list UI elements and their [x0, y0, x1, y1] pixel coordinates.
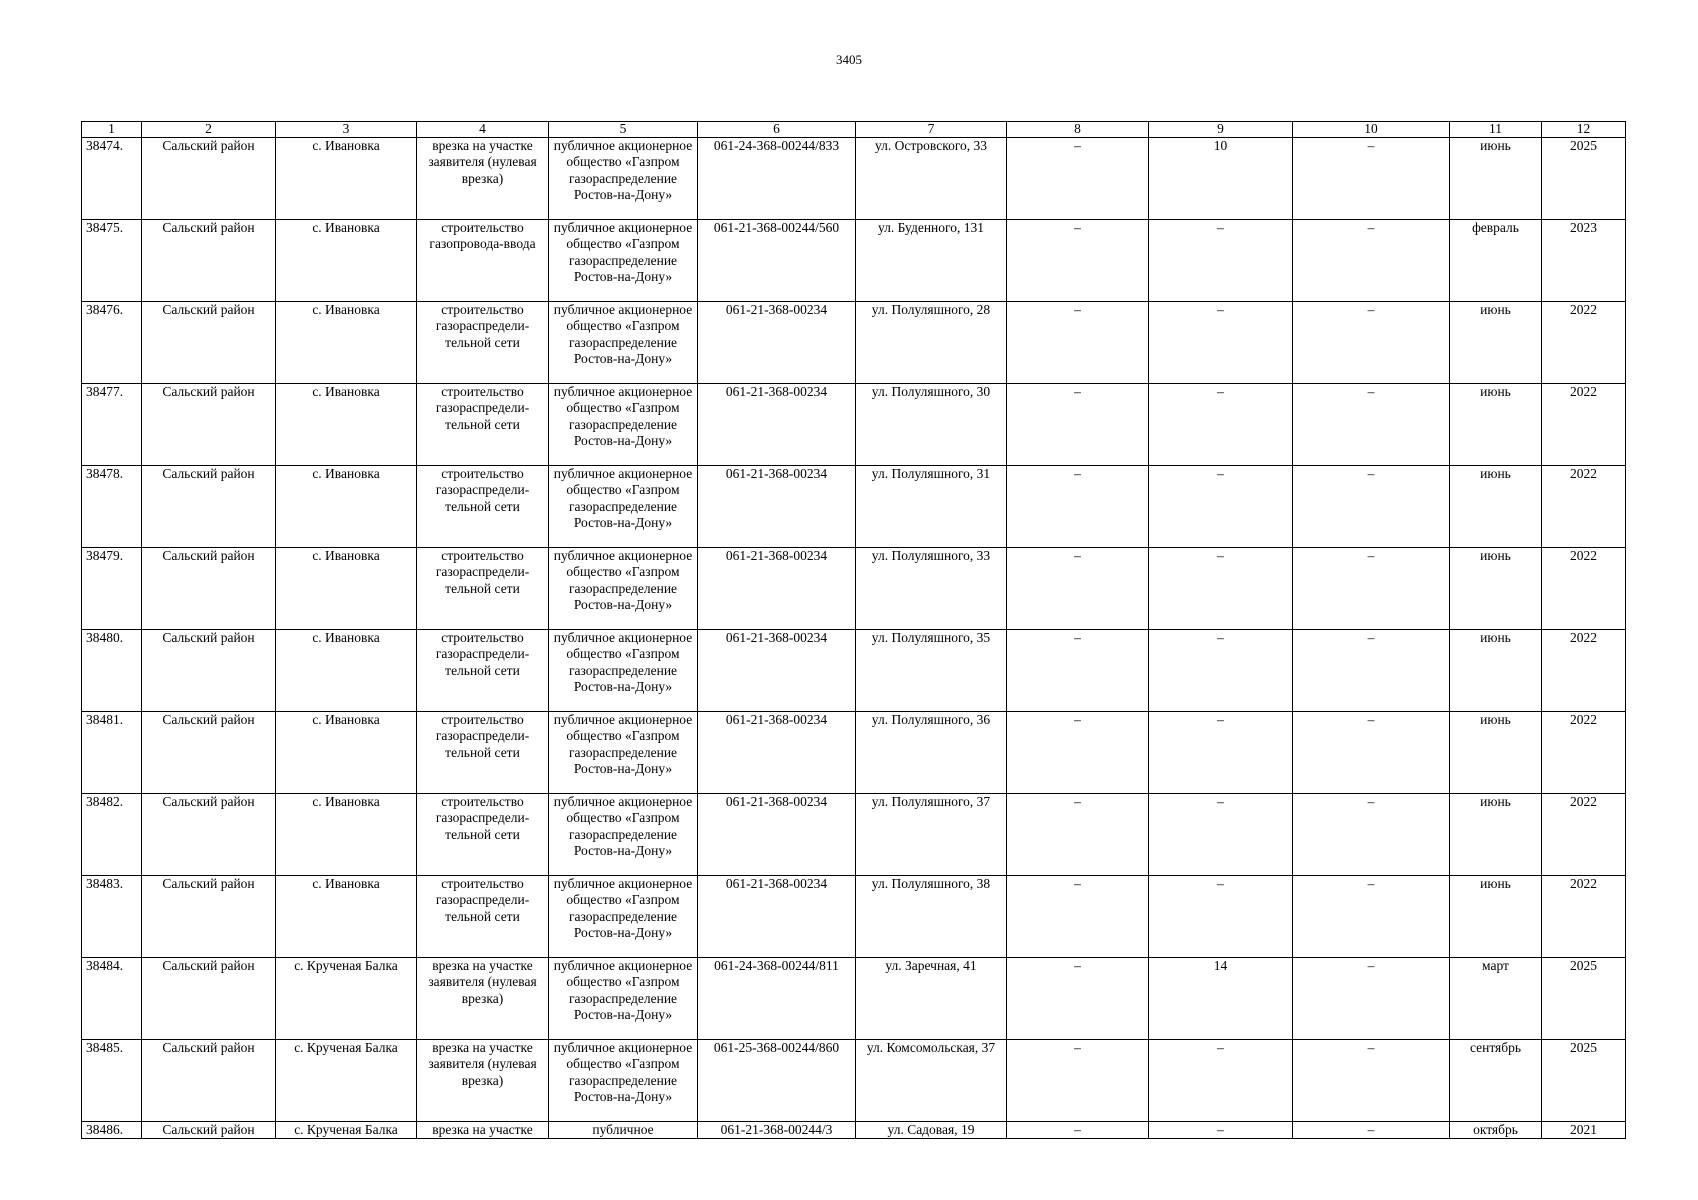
month-cell: июнь — [1450, 548, 1542, 630]
column-10-cell: – — [1293, 1122, 1450, 1139]
registry-code-cell: 061-21-368-00234 — [698, 466, 856, 548]
work-type-cell: строительство газораспредели-тельной сети — [417, 712, 549, 794]
year-cell: 2022 — [1542, 712, 1626, 794]
settlement-cell: с. Ивановка — [276, 138, 417, 220]
settlement-cell: с. Крученая Балка — [276, 1122, 417, 1139]
column-8-cell: – — [1007, 794, 1149, 876]
column-9-cell: – — [1149, 548, 1293, 630]
settlement-cell: с. Ивановка — [276, 384, 417, 466]
address-cell: ул. Полуляшного, 35 — [856, 630, 1007, 712]
settlement-cell: с. Ивановка — [276, 302, 417, 384]
organization-cell: публичное акционерное общество «Газпром газораспределение Ростов-на-Дону» — [549, 302, 698, 384]
column-9-cell: – — [1149, 1040, 1293, 1122]
address-cell: ул. Полуляшного, 37 — [856, 794, 1007, 876]
row-number-cell: 38485. — [82, 1040, 142, 1122]
table-row — [82, 630, 1626, 712]
column-number-cell: 6 — [698, 122, 856, 138]
registry-code-cell: 061-21-368-00244/560 — [698, 220, 856, 302]
row-number-cell: 38475. — [82, 220, 142, 302]
address-cell: ул. Островского, 33 — [856, 138, 1007, 220]
row-number-cell: 38480. — [82, 630, 142, 712]
column-8-cell: – — [1007, 958, 1149, 1040]
month-cell: июнь — [1450, 302, 1542, 384]
month-cell: июнь — [1450, 466, 1542, 548]
organization-cell: публичное акционерное общество «Газпром газораспределение Ростов-на-Дону» — [549, 384, 698, 466]
column-10-cell: – — [1293, 302, 1450, 384]
table-row — [82, 958, 1626, 1040]
district-cell: Сальский район — [142, 302, 276, 384]
column-8-cell: – — [1007, 630, 1149, 712]
row-number-cell: 38483. — [82, 876, 142, 958]
district-cell: Сальский район — [142, 958, 276, 1040]
column-9-cell: – — [1149, 794, 1293, 876]
column-10-cell: – — [1293, 958, 1450, 1040]
work-type-cell: строительство газораспредели-тельной сети — [417, 302, 549, 384]
work-type-cell: строительство газораспредели-тельной сети — [417, 384, 549, 466]
column-9-cell: – — [1149, 630, 1293, 712]
column-10-cell: – — [1293, 794, 1450, 876]
organization-cell: публичное акционерное общество «Газпром газораспределение Ростов-на-Дону» — [549, 220, 698, 302]
organization-cell: публичное акционерное общество «Газпром газораспределение Ростов-на-Дону» — [549, 876, 698, 958]
district-cell: Сальский район — [142, 1122, 276, 1139]
address-cell: ул. Полуляшного, 36 — [856, 712, 1007, 794]
column-10-cell: – — [1293, 384, 1450, 466]
address-cell: ул. Заречная, 41 — [856, 958, 1007, 1040]
column-9-cell: – — [1149, 466, 1293, 548]
column-number-cell: 3 — [276, 122, 417, 138]
column-8-cell: – — [1007, 1122, 1149, 1139]
column-8-cell: – — [1007, 548, 1149, 630]
column-9-cell: – — [1149, 712, 1293, 794]
month-cell: сентябрь — [1450, 1040, 1542, 1122]
work-type-cell: строительство газораспредели-тельной сети — [417, 630, 549, 712]
column-number-cell: 2 — [142, 122, 276, 138]
column-number-cell: 5 — [549, 122, 698, 138]
year-cell: 2025 — [1542, 1040, 1626, 1122]
month-cell: июнь — [1450, 384, 1542, 466]
column-8-cell: – — [1007, 1040, 1149, 1122]
organization-cell: публичное акционерное общество «Газпром газораспределение Ростов-на-Дону» — [549, 630, 698, 712]
year-cell: 2025 — [1542, 958, 1626, 1040]
organization-cell: публичное акционерное общество «Газпром газораспределение Ростов-на-Дону» — [549, 548, 698, 630]
registry-code-cell: 061-24-368-00244/833 — [698, 138, 856, 220]
column-number-cell: 7 — [856, 122, 1007, 138]
work-type-cell: строительство газораспредели-тельной сети — [417, 876, 549, 958]
settlement-cell: с. Ивановка — [276, 466, 417, 548]
address-cell: ул. Полуляшного, 31 — [856, 466, 1007, 548]
organization-cell: публичное акционерное общество «Газпром газораспределение Ростов-на-Дону» — [549, 794, 698, 876]
work-type-cell: врезка на участке заявителя (нулевая врезка) — [417, 1040, 549, 1122]
address-cell: ул. Полуляшного, 38 — [856, 876, 1007, 958]
registry-code-cell: 061-21-368-00234 — [698, 794, 856, 876]
column-8-cell: – — [1007, 302, 1149, 384]
column-10-cell: – — [1293, 1040, 1450, 1122]
column-10-cell: – — [1293, 466, 1450, 548]
year-cell: 2021 — [1542, 1122, 1626, 1139]
organization-cell: публичное акционерное общество «Газпром газораспределение Ростов-на-Дону» — [549, 466, 698, 548]
column-10-cell: – — [1293, 630, 1450, 712]
year-cell: 2022 — [1542, 794, 1626, 876]
district-cell: Сальский район — [142, 794, 276, 876]
column-10-cell: – — [1293, 876, 1450, 958]
work-type-cell: врезка на участке заявителя (нулевая врезка) — [417, 138, 549, 220]
organization-cell: публичное акционерное общество «Газпром газораспределение Ростов-на-Дону» — [549, 712, 698, 794]
month-cell: июнь — [1450, 794, 1542, 876]
table-row — [82, 220, 1626, 302]
year-cell: 2022 — [1542, 548, 1626, 630]
registry-code-cell: 061-21-368-00234 — [698, 548, 856, 630]
column-8-cell: – — [1007, 138, 1149, 220]
registry-code-cell: 061-25-368-00244/860 — [698, 1040, 856, 1122]
work-type-cell: строительство газораспредели-тельной сети — [417, 794, 549, 876]
address-cell: ул. Полуляшного, 30 — [856, 384, 1007, 466]
column-10-cell: – — [1293, 712, 1450, 794]
row-number-cell: 38474. — [82, 138, 142, 220]
settlement-cell: с. Ивановка — [276, 876, 417, 958]
year-cell: 2022 — [1542, 466, 1626, 548]
month-cell: октябрь — [1450, 1122, 1542, 1139]
column-number-cell: 10 — [1293, 122, 1450, 138]
year-cell: 2022 — [1542, 630, 1626, 712]
organization-cell: публичное акционерное общество «Газпром газораспределение Ростов-на-Дону» — [549, 958, 698, 1040]
column-9-cell: 14 — [1149, 958, 1293, 1040]
row-number-cell: 38476. — [82, 302, 142, 384]
settlement-cell: с. Ивановка — [276, 630, 417, 712]
year-cell: 2025 — [1542, 138, 1626, 220]
district-cell: Сальский район — [142, 630, 276, 712]
organization-cell: публичное — [549, 1122, 698, 1139]
row-number-cell: 38477. — [82, 384, 142, 466]
year-cell: 2023 — [1542, 220, 1626, 302]
registry-table — [81, 121, 1626, 1139]
column-8-cell: – — [1007, 220, 1149, 302]
row-number-cell: 38482. — [82, 794, 142, 876]
district-cell: Сальский район — [142, 1040, 276, 1122]
month-cell: июнь — [1450, 876, 1542, 958]
column-9-cell: 10 — [1149, 138, 1293, 220]
district-cell: Сальский район — [142, 712, 276, 794]
registry-code-cell: 061-24-368-00244/811 — [698, 958, 856, 1040]
settlement-cell: с. Ивановка — [276, 712, 417, 794]
year-cell: 2022 — [1542, 876, 1626, 958]
row-number-cell: 38484. — [82, 958, 142, 1040]
column-number-cell: 11 — [1450, 122, 1542, 138]
table-row — [82, 302, 1626, 384]
column-9-cell: – — [1149, 384, 1293, 466]
year-cell: 2022 — [1542, 302, 1626, 384]
district-cell: Сальский район — [142, 384, 276, 466]
table-row — [82, 466, 1626, 548]
district-cell: Сальский район — [142, 466, 276, 548]
column-9-cell: – — [1149, 302, 1293, 384]
column-10-cell: – — [1293, 138, 1450, 220]
column-number-cell: 12 — [1542, 122, 1626, 138]
settlement-cell: с. Крученая Балка — [276, 1040, 417, 1122]
organization-cell: публичное акционерное общество «Газпром газораспределение Ростов-на-Дону» — [549, 1040, 698, 1122]
table-row — [82, 1040, 1626, 1122]
row-number-cell: 38481. — [82, 712, 142, 794]
address-cell: ул. Комсомольская, 37 — [856, 1040, 1007, 1122]
column-10-cell: – — [1293, 548, 1450, 630]
column-8-cell: – — [1007, 876, 1149, 958]
organization-cell: публичное акционерное общество «Газпром газораспределение Ростов-на-Дону» — [549, 138, 698, 220]
month-cell: март — [1450, 958, 1542, 1040]
settlement-cell: с. Ивановка — [276, 794, 417, 876]
address-cell: ул. Полуляшного, 28 — [856, 302, 1007, 384]
row-number-cell: 38478. — [82, 466, 142, 548]
table-row — [82, 1122, 1626, 1139]
registry-body — [82, 122, 1626, 1139]
work-type-cell: строительство газораспредели-тельной сети — [417, 466, 549, 548]
address-cell: ул. Полуляшного, 33 — [856, 548, 1007, 630]
settlement-cell: с. Ивановка — [276, 548, 417, 630]
work-type-cell: врезка на участке заявителя (нулевая врезка) — [417, 958, 549, 1040]
column-9-cell: – — [1149, 876, 1293, 958]
column-10-cell: – — [1293, 220, 1450, 302]
table-row — [82, 384, 1626, 466]
page-number: 3405 — [836, 52, 862, 67]
district-cell: Сальский район — [142, 138, 276, 220]
column-number-row — [82, 122, 1626, 138]
column-number-cell: 1 — [82, 122, 142, 138]
row-number-cell: 38486. — [82, 1122, 142, 1139]
column-number-cell: 9 — [1149, 122, 1293, 138]
settlement-cell: с. Ивановка — [276, 220, 417, 302]
registry-code-cell: 061-21-368-00234 — [698, 302, 856, 384]
registry-code-cell: 061-21-368-00234 — [698, 384, 856, 466]
month-cell: июнь — [1450, 138, 1542, 220]
registry-code-cell: 061-21-368-00244/3 — [698, 1122, 856, 1139]
row-number-cell: 38479. — [82, 548, 142, 630]
registry-code-cell: 061-21-368-00234 — [698, 712, 856, 794]
district-cell: Сальский район — [142, 876, 276, 958]
address-cell: ул. Садовая, 19 — [856, 1122, 1007, 1139]
column-number-cell: 4 — [417, 122, 549, 138]
table-row — [82, 138, 1626, 220]
month-cell: февраль — [1450, 220, 1542, 302]
registry-code-cell: 061-21-368-00234 — [698, 630, 856, 712]
year-cell: 2022 — [1542, 384, 1626, 466]
month-cell: июнь — [1450, 630, 1542, 712]
column-8-cell: – — [1007, 712, 1149, 794]
column-8-cell: – — [1007, 384, 1149, 466]
work-type-cell: строительство газопровода-ввода — [417, 220, 549, 302]
district-cell: Сальский район — [142, 548, 276, 630]
work-type-cell: врезка на участке — [417, 1122, 549, 1139]
column-9-cell: – — [1149, 220, 1293, 302]
column-8-cell: – — [1007, 466, 1149, 548]
district-cell: Сальский район — [142, 220, 276, 302]
work-type-cell: строительство газораспредели-тельной сети — [417, 548, 549, 630]
table-row — [82, 712, 1626, 794]
month-cell: июнь — [1450, 712, 1542, 794]
settlement-cell: с. Крученая Балка — [276, 958, 417, 1040]
column-9-cell: – — [1149, 1122, 1293, 1139]
table-row — [82, 876, 1626, 958]
table-row — [82, 548, 1626, 630]
column-number-cell: 8 — [1007, 122, 1149, 138]
table-row — [82, 794, 1626, 876]
address-cell: ул. Буденного, 131 — [856, 220, 1007, 302]
registry-code-cell: 061-21-368-00234 — [698, 876, 856, 958]
